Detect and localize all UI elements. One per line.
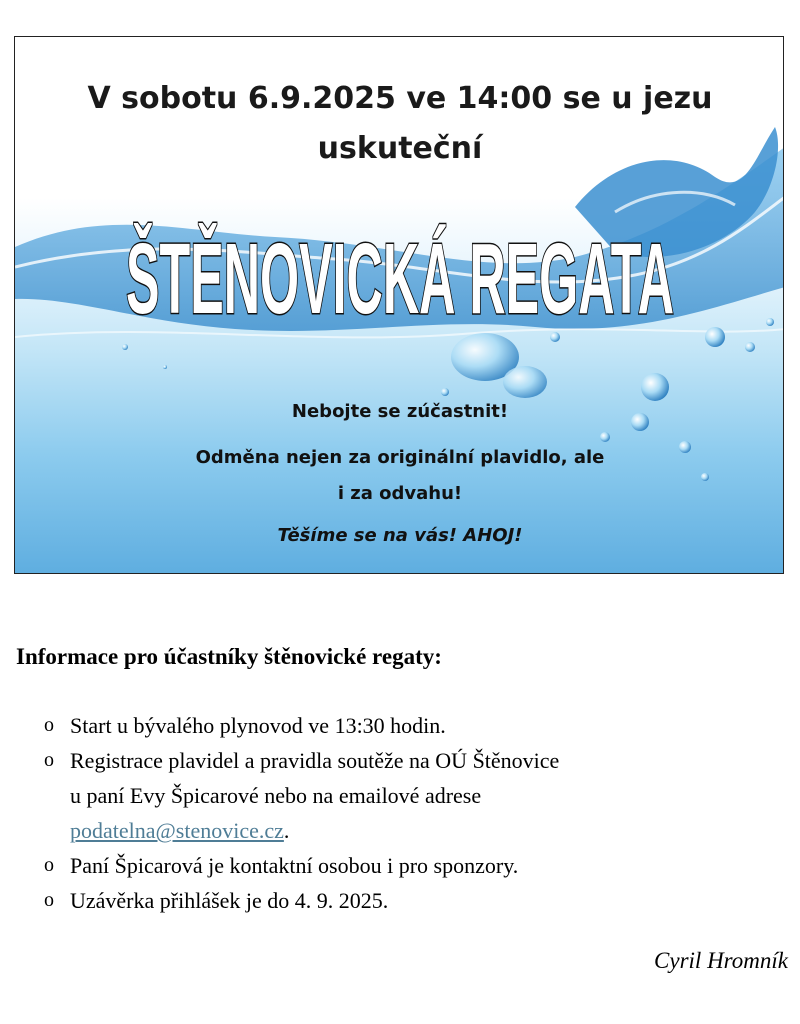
poster-headline-line1: V sobotu 6.9.2025 ve 14:00 se u jezu [87, 81, 713, 116]
list-item-text: Start u bývalého plynovod ve 13:30 hodin. [70, 713, 446, 738]
bullet-icon: o [44, 854, 54, 876]
poster-message-line3: i za odvahu! [337, 483, 463, 504]
poster-message-line1: Nebojte se zúčastnit! [291, 401, 509, 422]
bubble [122, 344, 128, 350]
bubble [745, 342, 755, 352]
ice-cube [503, 366, 547, 398]
info-list [40, 708, 740, 918]
event-title [15, 215, 784, 335]
bubble [641, 373, 669, 401]
list-item [40, 743, 740, 848]
list-item-text: u paní Evy Špicarové nebo na emailové adrese [70, 783, 482, 808]
list-item-text: Registrace plavidel a pravidla soutěže na OÚ Štěnovice [70, 748, 560, 773]
poster-message-line2: Odměna nejen za originální plavidlo, ale [195, 447, 605, 468]
signature: Cyril Hromník [654, 948, 788, 973]
bullet-icon: o [44, 889, 54, 911]
list-item [40, 708, 740, 743]
poster-headline-line2: uskuteční [317, 131, 483, 166]
bullet-icon: o [44, 749, 54, 771]
bubble [600, 432, 610, 442]
list-item [40, 848, 740, 883]
event-title-text: ŠTĚNOVICKÁ REGATA [126, 223, 674, 335]
bubble [441, 388, 449, 396]
bubble [163, 365, 167, 369]
event-poster [14, 36, 784, 574]
info-title: Informace pro účastníky štěnovické regaty: [16, 644, 442, 669]
bullet-icon: o [44, 714, 54, 736]
list-item-text: . [283, 818, 290, 843]
list-item-text: Paní Špicarová je kontaktní osobou i pro sponzory. [70, 853, 519, 878]
list-item [40, 883, 740, 918]
list-item-text: Uzávěrka přihlášek je do 4. 9. 2025. [70, 888, 389, 913]
bubble [701, 473, 709, 481]
email-link[interactable]: podatelna@stenovice.cz [70, 818, 284, 843]
poster-message-line4: Těšíme se na vás! AHOJ! [277, 525, 523, 546]
